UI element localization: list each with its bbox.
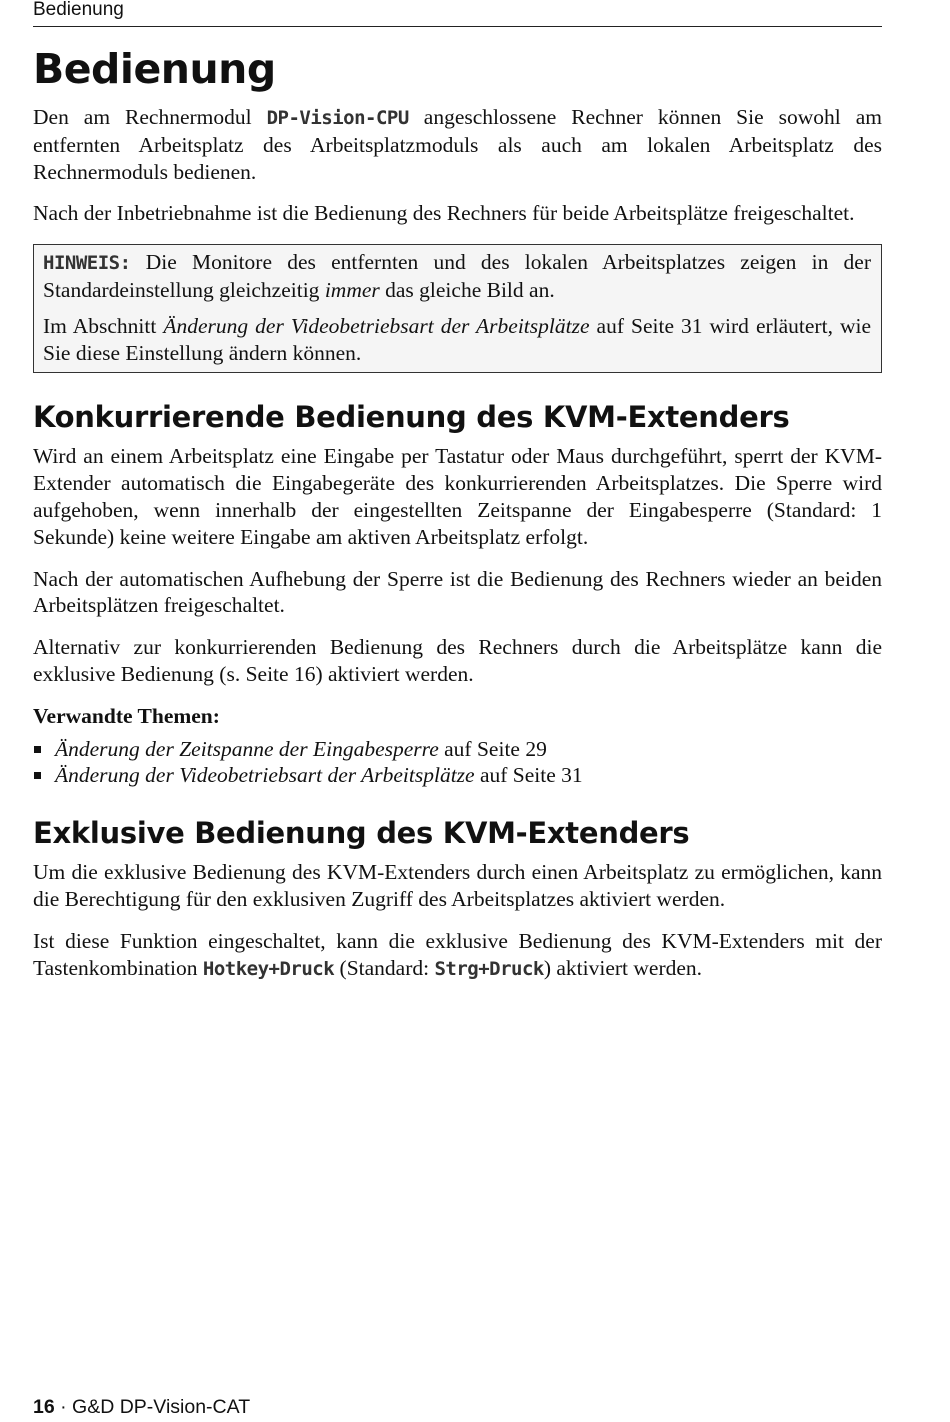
module-name: DP-Vision-CPU — [266, 107, 409, 129]
note-text-a: Die Monitore des entfernten und des lokalen Arbeitsplatzes zeigen in der Standardeinstellung gleichzeitig — [43, 250, 871, 302]
related-topic-item[interactable] — [33, 736, 882, 763]
note-line2-a: Im Abschnitt — [43, 313, 164, 338]
running-head: Bedienung — [33, 0, 882, 27]
related-topic-link[interactable]: Änderung der Videobetriebsart der Arbeitsplätze — [55, 763, 475, 788]
note-line2-b: auf Seite 31 wird erläutert, wie Sie diese Einstellung ändern können. — [43, 313, 871, 365]
intro-text-a: Den am Rechnermodul — [33, 105, 267, 129]
intro-text-b: angeschlossene Rechner können Sie sowohl am entfernten Arbeitsplatz des Arbeitsplatzmoduls als auch am lokalen Arbeitsplatz des Rechnermoduls bedienen. — [33, 105, 882, 184]
note-line-1 — [43, 249, 871, 304]
intro-paragraph-2: Nach der Inbetriebnahme ist die Bedienung des Rechners für beide Arbeitsplätze freigeschaltet. — [33, 201, 855, 226]
note-emphasis: immer — [324, 277, 380, 302]
related-topic-page: auf Seite 31 — [474, 763, 583, 788]
section-heading-concurrent: Konkurrierende Bedienung des KVM-Extenders — [33, 400, 790, 435]
note-label: HINWEIS: — [43, 252, 131, 275]
page — [33, 0, 882, 997]
concurrent-paragraph-1: Wird an einem Arbeitsplatz eine Eingabe per Tastatur oder Maus durchgeführt, sperrt der KVM-Extender automatisch die Eingabegeräte des konkurrierenden Arbeitsplatzes. Die Sperre wird aufgehoben, wenn innerhalb der eingestellten Zeitspanne der Eingabesperre (Standard: 1 Sekunde) keine weitere Eingabe am aktiven Arbeitsplatz erfolgt. — [33, 444, 882, 549]
footer-separator: · — [54, 1396, 73, 1418]
exclusive-text-a: Ist diese Funktion eingeschaltet, kann die exklusive Bedienung des KVM-Extenders mit der Tastenkombination — [33, 928, 882, 980]
exclusive-text-c: ) aktiviert werden. — [543, 955, 703, 980]
note-text-b: das gleiche Bild an. — [379, 277, 555, 302]
related-topic-page: auf Seite 29 — [438, 736, 547, 761]
related-topic-item[interactable] — [33, 762, 882, 789]
exclusive-text-b: (Standard: — [334, 955, 435, 980]
related-topics-title: Verwandte Themen: — [33, 703, 220, 728]
default-key-combination: Strg+Druck — [434, 957, 544, 980]
note-xref[interactable]: Änderung der Videobetriebsart der Arbeitsplätze — [163, 313, 590, 338]
section-heading-exclusive: Exklusive Bedienung des KVM-Extenders — [33, 816, 690, 851]
intro-paragraph-1 — [33, 104, 882, 185]
note-line-2 — [43, 313, 871, 367]
concurrent-paragraph-3: Alternativ zur konkurrierenden Bedienung des Rechners durch die Arbeitsplätze kann die exklusive Bedienung (s. Seite 16) aktiviert werden. — [33, 635, 882, 686]
concurrent-paragraph-2: Nach der automatischen Aufhebung der Sperre ist die Bedienung des Rechners wieder an beiden Arbeitsplätzen freigeschaltet. — [33, 566, 882, 618]
note-box — [33, 244, 882, 373]
exclusive-paragraph-1: Um die exklusive Bedienung des KVM-Extenders durch einen Arbeitsplatz zu ermöglichen, kann die Berechtigung für den exklusiven Zugriff des Arbeitsplatzes aktiviert werden. — [33, 860, 882, 911]
hotkey-combination: Hotkey+Druck — [202, 957, 335, 980]
page-footer — [33, 1396, 250, 1419]
product-name: G&D DP-Vision-CAT — [72, 1396, 251, 1418]
bullet-icon — [34, 772, 41, 779]
bullet-icon — [34, 746, 41, 753]
page-number: 16 — [33, 1396, 55, 1418]
page-title: Bedienung — [33, 45, 276, 93]
exclusive-paragraph-2 — [33, 928, 882, 983]
related-topic-link[interactable]: Änderung der Zeitspanne der Eingabesperre — [55, 736, 439, 761]
related-topics-list — [33, 736, 882, 790]
